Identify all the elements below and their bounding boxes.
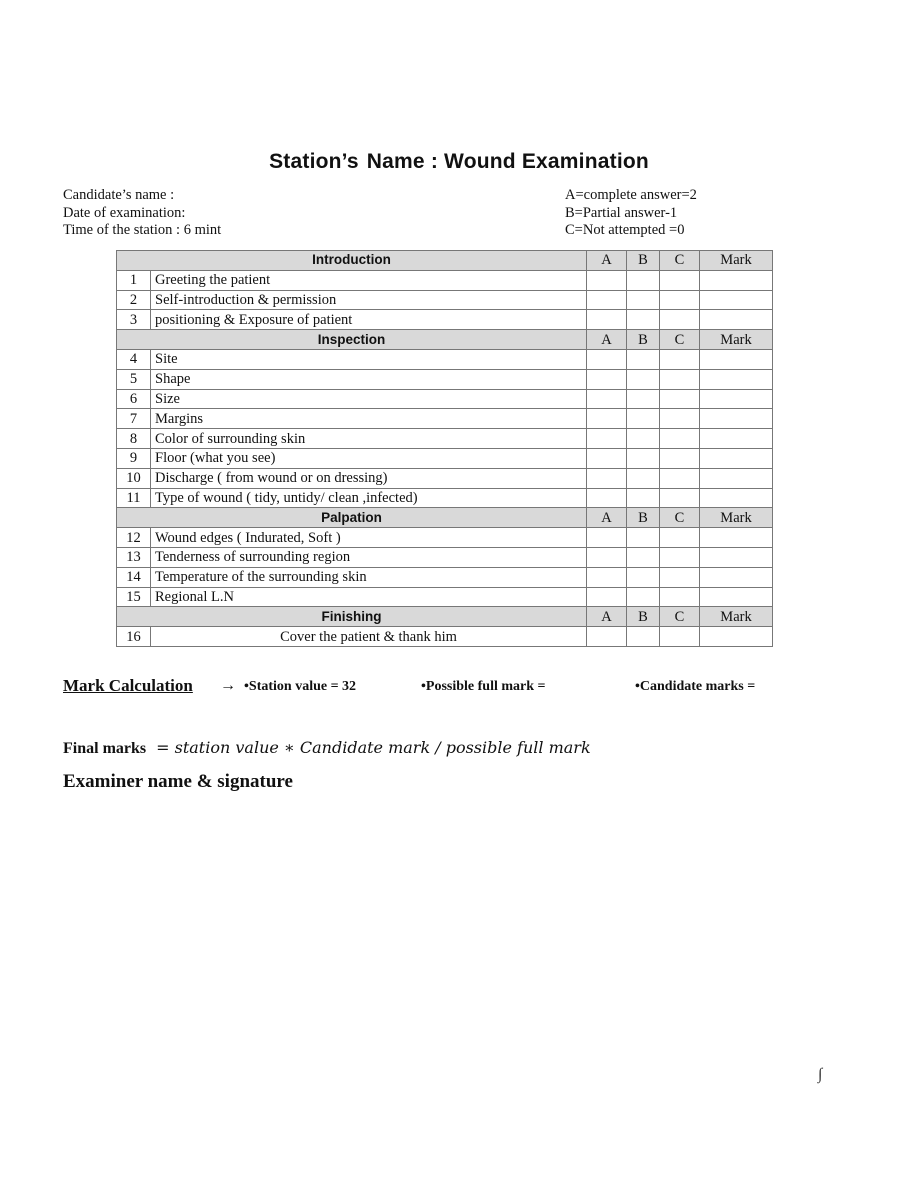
table-row (117, 290, 773, 310)
section-title: Palpation (117, 508, 587, 528)
score-cell-c[interactable] (660, 270, 700, 290)
score-cell-b[interactable] (627, 389, 660, 409)
table-row (117, 547, 773, 567)
score-cell-c[interactable] (660, 547, 700, 567)
arrow-right-icon: → (220, 677, 236, 694)
score-cell-mark[interactable] (700, 429, 773, 449)
score-cell-c[interactable] (660, 468, 700, 488)
score-cell-mark[interactable] (700, 488, 773, 508)
examiner-signature-label: Examiner name & signature (63, 771, 293, 792)
item-text: Color of surrounding skin (151, 429, 587, 449)
score-cell-mark[interactable] (700, 270, 773, 290)
legend-complete: A=complete answer=2 (565, 187, 697, 203)
score-cell-a[interactable] (587, 627, 627, 647)
item-number: 3 (117, 310, 151, 330)
column-header-b: B (627, 508, 660, 528)
score-cell-a[interactable] (587, 547, 627, 567)
column-header-a: A (587, 330, 627, 350)
score-cell-mark[interactable] (700, 587, 773, 607)
column-header-a: A (587, 508, 627, 528)
section-title: Introduction (117, 251, 587, 271)
item-text: Discharge ( from wound or on dressing) (151, 468, 587, 488)
score-cell-mark[interactable] (700, 547, 773, 567)
mark-calculation (63, 676, 863, 698)
column-header-c: C (660, 607, 700, 627)
score-cell-mark[interactable] (700, 369, 773, 389)
score-cell-mark[interactable] (700, 290, 773, 310)
score-cell-b[interactable] (627, 349, 660, 369)
section-header-row (117, 607, 773, 627)
table-row (117, 528, 773, 548)
item-number: 15 (117, 587, 151, 607)
section-header-row (117, 251, 773, 271)
score-cell-b[interactable] (627, 369, 660, 389)
score-cell-c[interactable] (660, 349, 700, 369)
score-cell-b[interactable] (627, 290, 660, 310)
score-cell-c[interactable] (660, 389, 700, 409)
page-title (0, 150, 918, 174)
grading-legend (565, 187, 697, 240)
score-cell-c[interactable] (660, 567, 700, 587)
score-cell-a[interactable] (587, 270, 627, 290)
item-number: 10 (117, 468, 151, 488)
column-header-mark: Mark (700, 251, 773, 271)
column-header-mark: Mark (700, 607, 773, 627)
item-number: 4 (117, 349, 151, 369)
score-cell-mark[interactable] (700, 409, 773, 429)
title-part-name: Name : Wound Examination (366, 150, 649, 173)
score-cell-c[interactable] (660, 429, 700, 449)
score-cell-c[interactable] (660, 488, 700, 508)
score-cell-b[interactable] (627, 429, 660, 449)
table-row (117, 349, 773, 369)
score-cell-b[interactable] (627, 488, 660, 508)
table-row (117, 270, 773, 290)
table-row (117, 448, 773, 468)
station-time-label: Time of the station : 6 mint (63, 222, 222, 238)
score-cell-a[interactable] (587, 448, 627, 468)
item-number: 12 (117, 528, 151, 548)
column-header-a: A (587, 251, 627, 271)
table-row (117, 310, 773, 330)
column-header-mark: Mark (700, 508, 773, 528)
table-row (117, 389, 773, 409)
score-cell-a[interactable] (587, 349, 627, 369)
score-cell-mark[interactable] (700, 349, 773, 369)
item-number: 6 (117, 389, 151, 409)
column-header-a: A (587, 607, 627, 627)
item-text: Site (151, 349, 587, 369)
item-number: 7 (117, 409, 151, 429)
score-cell-mark[interactable] (700, 627, 773, 647)
score-cell-mark[interactable] (700, 468, 773, 488)
score-cell-b[interactable] (627, 468, 660, 488)
score-cell-c[interactable] (660, 290, 700, 310)
table-row (117, 587, 773, 607)
section-header-row (117, 330, 773, 350)
section-header-row (117, 508, 773, 528)
score-cell-a[interactable] (587, 389, 627, 409)
item-number: 14 (117, 567, 151, 587)
score-cell-b[interactable] (627, 547, 660, 567)
item-text: Tenderness of surrounding region (151, 547, 587, 567)
score-cell-b[interactable] (627, 310, 660, 330)
item-number: 9 (117, 448, 151, 468)
final-marks-formula: = station value ∗ Candidate mark / possible full mark (156, 738, 591, 757)
item-text: Shape (151, 369, 587, 389)
item-number: 1 (117, 270, 151, 290)
item-text: positioning & Exposure of patient (151, 310, 587, 330)
item-text: Size (151, 389, 587, 409)
item-text: Wound edges ( Indurated, Soft ) (151, 528, 587, 548)
score-cell-mark[interactable] (700, 310, 773, 330)
score-cell-a[interactable] (587, 409, 627, 429)
score-cell-a[interactable] (587, 310, 627, 330)
mark-calculation-label: Mark Calculation (63, 676, 193, 695)
item-number: 2 (117, 290, 151, 310)
score-cell-a[interactable] (587, 369, 627, 389)
item-text: Margins (151, 409, 587, 429)
title-part-station: Station’s (269, 150, 359, 173)
score-cell-b[interactable] (627, 567, 660, 587)
item-number: 16 (117, 627, 151, 647)
score-cell-c[interactable] (660, 369, 700, 389)
corner-mark: ∫ (818, 1066, 823, 1083)
candidate-info (63, 187, 221, 240)
exam-date-label: Date of examination: (63, 204, 186, 221)
score-cell-mark[interactable] (700, 567, 773, 587)
score-cell-c[interactable] (660, 627, 700, 647)
column-header-b: B (627, 607, 660, 627)
score-cell-a[interactable] (587, 567, 627, 587)
item-text: Cover the patient & thank him (151, 627, 587, 647)
item-text: Type of wound ( tidy, untidy/ clean ,infected) (151, 488, 587, 508)
score-cell-b[interactable] (627, 627, 660, 647)
column-header-c: C (660, 251, 700, 271)
score-cell-mark[interactable] (700, 528, 773, 548)
item-text: Temperature of the surrounding skin (151, 567, 587, 587)
score-cell-a[interactable] (587, 528, 627, 548)
score-cell-mark[interactable] (700, 448, 773, 468)
item-text: Regional L.N (151, 587, 587, 607)
column-header-b: B (627, 330, 660, 350)
column-header-c: C (660, 508, 700, 528)
final-marks-label: Final marks (63, 740, 147, 757)
score-cell-mark[interactable] (700, 389, 773, 409)
station-value: •Station value = 32 (244, 679, 357, 694)
column-header-b: B (627, 251, 660, 271)
item-number: 13 (117, 547, 151, 567)
score-cell-c[interactable] (660, 587, 700, 607)
score-cell-c[interactable] (660, 528, 700, 548)
item-number: 11 (117, 488, 151, 508)
possible-full-mark: •Possible full mark = (421, 679, 546, 694)
score-cell-b[interactable] (627, 448, 660, 468)
table-row (117, 429, 773, 449)
score-cell-c[interactable] (660, 448, 700, 468)
table-row (117, 488, 773, 508)
item-number: 8 (117, 429, 151, 449)
table-row (117, 409, 773, 429)
score-cell-c[interactable] (660, 409, 700, 429)
score-cell-b[interactable] (627, 270, 660, 290)
legend-partial: B=Partial answer-1 (565, 204, 678, 221)
table-row (117, 369, 773, 389)
candidate-name-label: Candidate’s name : (63, 187, 175, 203)
score-cell-a[interactable] (587, 290, 627, 310)
table-row (117, 468, 773, 488)
score-cell-a[interactable] (587, 587, 627, 607)
candidate-marks: •Candidate marks = (635, 679, 756, 694)
section-title: Inspection (117, 330, 587, 350)
score-cell-b[interactable] (627, 587, 660, 607)
item-number: 5 (117, 369, 151, 389)
checklist-table (116, 250, 773, 647)
table-row (117, 627, 773, 647)
column-header-c: C (660, 330, 700, 350)
item-text: Greeting the patient (151, 270, 587, 290)
score-cell-a[interactable] (587, 429, 627, 449)
score-cell-c[interactable] (660, 310, 700, 330)
score-cell-b[interactable] (627, 528, 660, 548)
final-marks (63, 738, 591, 758)
legend-not-attempted: C=Not attempted =0 (565, 222, 685, 238)
score-cell-b[interactable] (627, 409, 660, 429)
item-text: Floor (what you see) (151, 448, 587, 468)
score-cell-a[interactable] (587, 468, 627, 488)
column-header-mark: Mark (700, 330, 773, 350)
score-cell-a[interactable] (587, 488, 627, 508)
item-text: Self-introduction & permission (151, 290, 587, 310)
section-title: Finishing (117, 607, 587, 627)
table-row (117, 567, 773, 587)
